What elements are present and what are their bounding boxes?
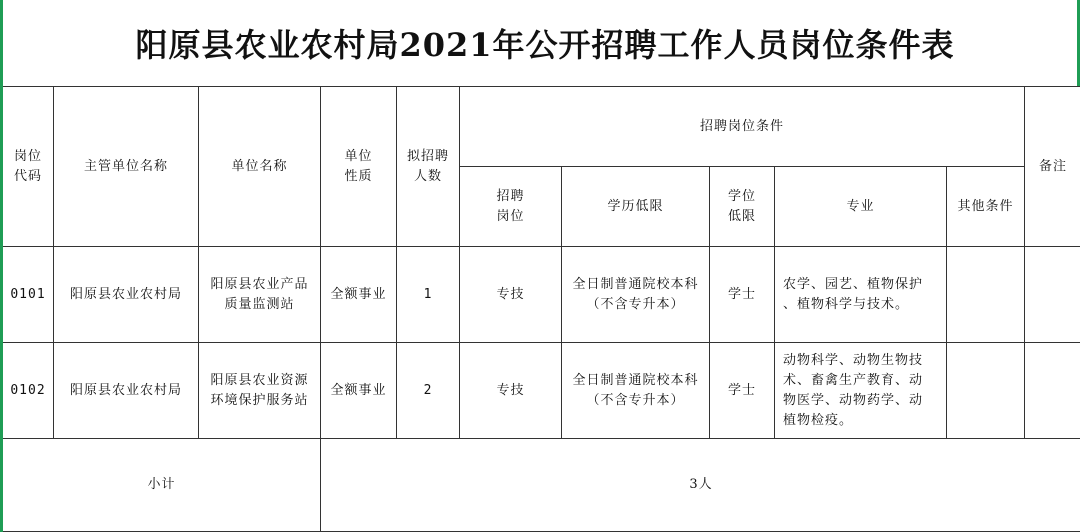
subtotal-label: 小计 <box>2 439 321 532</box>
header-other: 其他条件 <box>947 167 1025 247</box>
cell-post-code: 0102 <box>2 343 54 439</box>
cell-degree: 学士 <box>710 247 775 343</box>
header-unit: 单位名称 <box>199 87 321 247</box>
header-major: 专业 <box>775 167 947 247</box>
subtotal-value: 3人 <box>321 439 1080 532</box>
cell-remarks <box>1025 247 1080 343</box>
cell-unit: 阳原县农业资源 环境保护服务站 <box>199 343 321 439</box>
subtotal-row <box>2 439 1080 532</box>
header-post-code: 岗位 代码 <box>2 87 54 247</box>
position-table <box>0 86 1080 532</box>
header-degree: 学位 低限 <box>710 167 775 247</box>
cell-dept: 阳原县农业农村局 <box>54 247 199 343</box>
header-conditions: 招聘岗位条件 <box>460 87 1025 167</box>
cell-degree: 学士 <box>710 343 775 439</box>
cell-nature: 全额事业 <box>321 247 397 343</box>
cell-other <box>947 343 1025 439</box>
cell-major: 农学、园艺、植物保护 、植物科学与技术。 <box>775 247 947 343</box>
header-dept: 主管单位名称 <box>54 87 199 247</box>
cell-remarks <box>1025 343 1080 439</box>
header-remarks: 备注 <box>1025 87 1080 247</box>
cell-education: 全日制普通院校本科 （不含专升本） <box>562 247 710 343</box>
cell-unit: 阳原县农业产品 质量监测站 <box>199 247 321 343</box>
cell-dept: 阳原县农业农村局 <box>54 343 199 439</box>
table-row <box>2 343 1080 439</box>
cell-quota: 2 <box>397 343 460 439</box>
header-post: 招聘 岗位 <box>460 167 562 247</box>
header-nature: 单位 性质 <box>321 87 397 247</box>
cell-post-code: 0101 <box>2 247 54 343</box>
header-quota: 拟招聘 人数 <box>397 87 460 247</box>
cell-post: 专技 <box>460 247 562 343</box>
cell-nature: 全额事业 <box>321 343 397 439</box>
cell-post: 专技 <box>460 343 562 439</box>
header-row-1 <box>2 87 1080 167</box>
page-title: 阳原县农业农村局2021年公开招聘工作人员岗位条件表 <box>125 20 954 66</box>
cell-other <box>947 247 1025 343</box>
cell-education: 全日制普通院校本科 （不含专升本） <box>562 343 710 439</box>
table-row <box>2 247 1080 343</box>
header-education: 学历低限 <box>562 167 710 247</box>
cell-quota: 1 <box>397 247 460 343</box>
title-bar <box>0 0 1080 86</box>
cell-major: 动物科学、动物生物技 术、畜禽生产教育、动 物医学、动物药学、动 植物检疫。 <box>775 343 947 439</box>
